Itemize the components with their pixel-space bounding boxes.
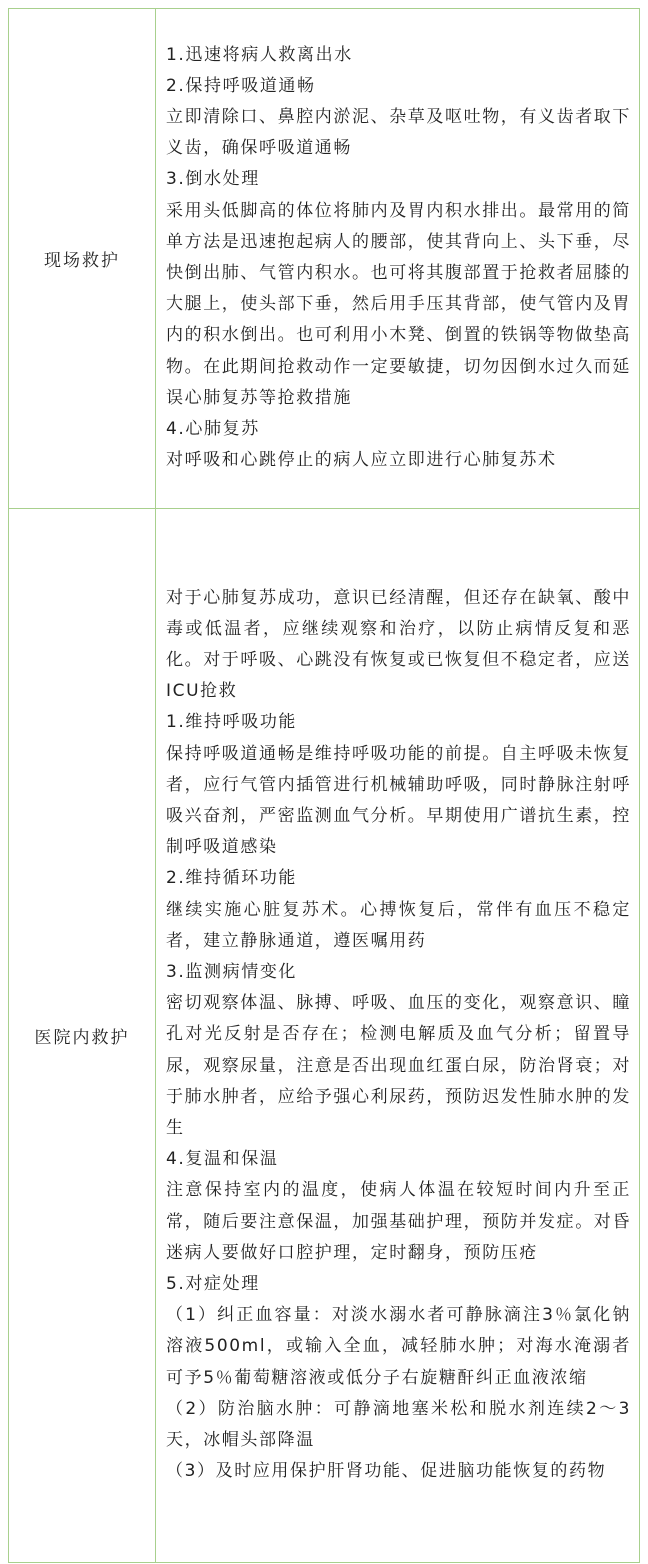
section-heading: 4.心肺复苏: [166, 419, 260, 440]
paragraph: 对呼吸和心跳停止的病人应立即进行心肺复苏术: [166, 450, 557, 471]
section-heading: 4.复温和保温: [166, 1149, 279, 1170]
paragraph: 继续实施心脏复苏术。心搏恢复后，常伴有血压不稳定者，建立静脉通道，遵医嘱用药: [166, 899, 631, 951]
table-row-onsite: [9, 9, 640, 509]
row-label-onsite: 现场救护: [9, 9, 156, 509]
section-heading: 5.对症处理: [166, 1274, 260, 1295]
section-heading: 3.监测病情变化: [166, 961, 298, 982]
first-aid-table: [8, 8, 640, 1563]
row-content-onsite: [156, 9, 640, 509]
paragraph: 注意保持室内的温度，使病人体温在较短时间内升至正常，随后要注意保温，加强基础护理，预防并发症。对昏迷病人要做好口腔护理，定时翻身，预防压疮: [166, 1180, 631, 1263]
paragraph: （1）纠正血容量：对淡水溺水者可静脉滴注3％氯化钠溶液500ml，或输入全血，减轻肺水肿；对海水淹溺者可予5％葡萄糖溶液或低分子右旋糖酐纠正血液浓缩: [166, 1305, 631, 1388]
row-label-hospital: 医院内救护: [9, 509, 156, 1563]
paragraph: 保持呼吸道通畅是维持呼吸功能的前提。自主呼吸未恢复者，应行气管内插管进行机械辅助呼吸，同时静脉注射呼吸兴奋剂，严密监测血气分析。早期使用广谱抗生素，控制呼吸道感染: [166, 743, 631, 858]
section-heading: 3.倒水处理: [166, 169, 260, 190]
table-row-hospital: [9, 509, 640, 1563]
section-heading: 1.维持呼吸功能: [166, 712, 298, 733]
paragraph: 密切观察体温、脉搏、呼吸、血压的变化，观察意识、瞳孔对光反射是否存在；检测电解质及血气分析；留置导尿，观察尿量，注意是否出现血红蛋白尿，防治肾衰；对于肺水肿者，应给予强心利尿药，预防迟发性肺水肿的发生: [166, 993, 631, 1138]
paragraph: 对于心肺复苏成功，意识已经清醒，但还存在缺氧、酸中毒或低温者，应继续观察和治疗，以防止病情反复和恶化。对于呼吸、心跳没有恢复或已恢复但不稳定者，应送ICU抢救: [166, 587, 631, 702]
paragraph: （2）防治脑水肿：可静滴地塞米松和脱水剂连续2～3天，冰帽头部降温: [166, 1398, 631, 1451]
paragraph: （3）及时应用保护肝肾功能、促进脑功能恢复的药物: [166, 1461, 607, 1482]
paragraph: 采用头低脚高的体位将肺内及胃内积水排出。最常用的简单方法是迅速抱起病人的腰部，使其背向上、头下垂，尽快倒出肺、气管内积水。也可将其腹部置于抢救者屈膝的大腿上，使头部下垂，然后用手压其背部，使气管内及胃内的积水倒出。也可利用小木凳、倒置的铁锅等物做垫高物。在此期间抢救动作一定要敏捷，切勿因倒水过久而延误心肺复苏等抢救措施: [166, 200, 631, 408]
row-content-hospital: [156, 509, 640, 1563]
paragraph: 立即清除口、鼻腔内淤泥、杂草及呕吐物，有义齿者取下义齿，确保呼吸道通畅: [166, 106, 631, 159]
section-heading: 2.保持呼吸道通畅: [166, 75, 316, 96]
section-heading: 2.维持循环功能: [166, 868, 298, 889]
section-heading: 1.迅速将病人救离出水: [166, 44, 353, 65]
